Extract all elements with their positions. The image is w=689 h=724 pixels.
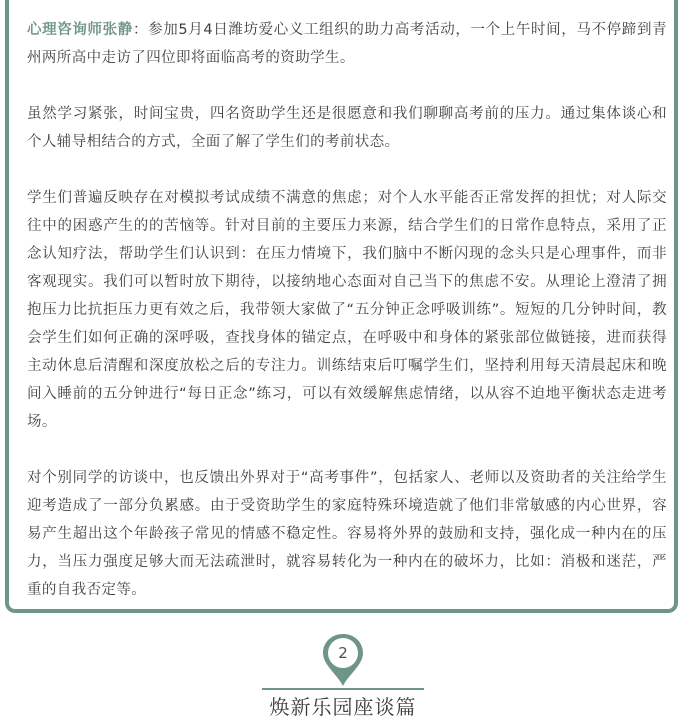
section-number-marker bbox=[321, 632, 365, 688]
speaker-label: 心理咨询师张静 bbox=[27, 22, 133, 38]
article-body bbox=[27, 16, 667, 632]
section-number: 2 bbox=[338, 644, 348, 662]
article-card bbox=[5, 0, 678, 613]
paragraph: 学生们普遍反映存在对模拟考试成绩不满意的焦虑；对个人水平能否正常发挥的担忧；对人际交往中的困惑产生的的苦恼等。针对目前的主要压力来源，结合学生们的日常作息特点，采用了正念认知疗法，帮助学生们认识到：在压力情境下，我们脑中不断闪现的念头只是心理事件，而非客观现实。我们可以暂时放下期待，以接纳地心态面对自己当下的焦虑不安。从理论上澄清了拥抱压力比抗拒压力更有效之后，我带领大家做了“五分钟正念呼吸训练”。短短的几分钟时间，教会学生们如何正确的深呼吸，查找身体的锚定点，在呼吸中和身体的紧张部位做链接，进而获得主动休息后清醒和深度放松之后的专注力。训练结束后叮嘱学生们，坚持利用每天清晨起床和晚间入睡前的五分钟进行“每日正念”练习，可以有效缓解焦虑情绪，以从容不迫地平衡状态走进考场。 bbox=[27, 190, 667, 430]
paragraph: 虽然学习紧张，时间宝贵，四名资助学生还是很愿意和我们聊聊高考前的压力。通过集体谈心和个人辅导相结合的方式，全面了解了学生们的考前状态。 bbox=[27, 106, 667, 150]
section-divider bbox=[262, 688, 424, 690]
paragraph-intro-text: ：参加5月4日潍坊爱心义工组织的助力高考活动，一个上午时间，马不停蹄到青州两所高中走访了四位即将面临高考的资助学生。 bbox=[27, 22, 667, 66]
paragraph: 对个别同学的访谈中，也反馈出外界对于“高考事件”，包括家人、老师以及资助者的关注给学生迎考造成了一部分负累感。由于受资助学生的家庭特殊环境造就了他们非常敏感的内心世界，容易产生超出这个年龄孩子常见的情感不稳定性。容易将外界的鼓励和支持，强化成一种内在的压力，当压力强度足够大而无法疏泄时，就容易转化为一种内在的破坏力，比如：消极和迷茫，严重的自我否定等。 bbox=[27, 470, 667, 598]
paragraph-intro bbox=[27, 16, 667, 72]
section-title: 焕新乐园座谈篇 bbox=[269, 695, 417, 719]
